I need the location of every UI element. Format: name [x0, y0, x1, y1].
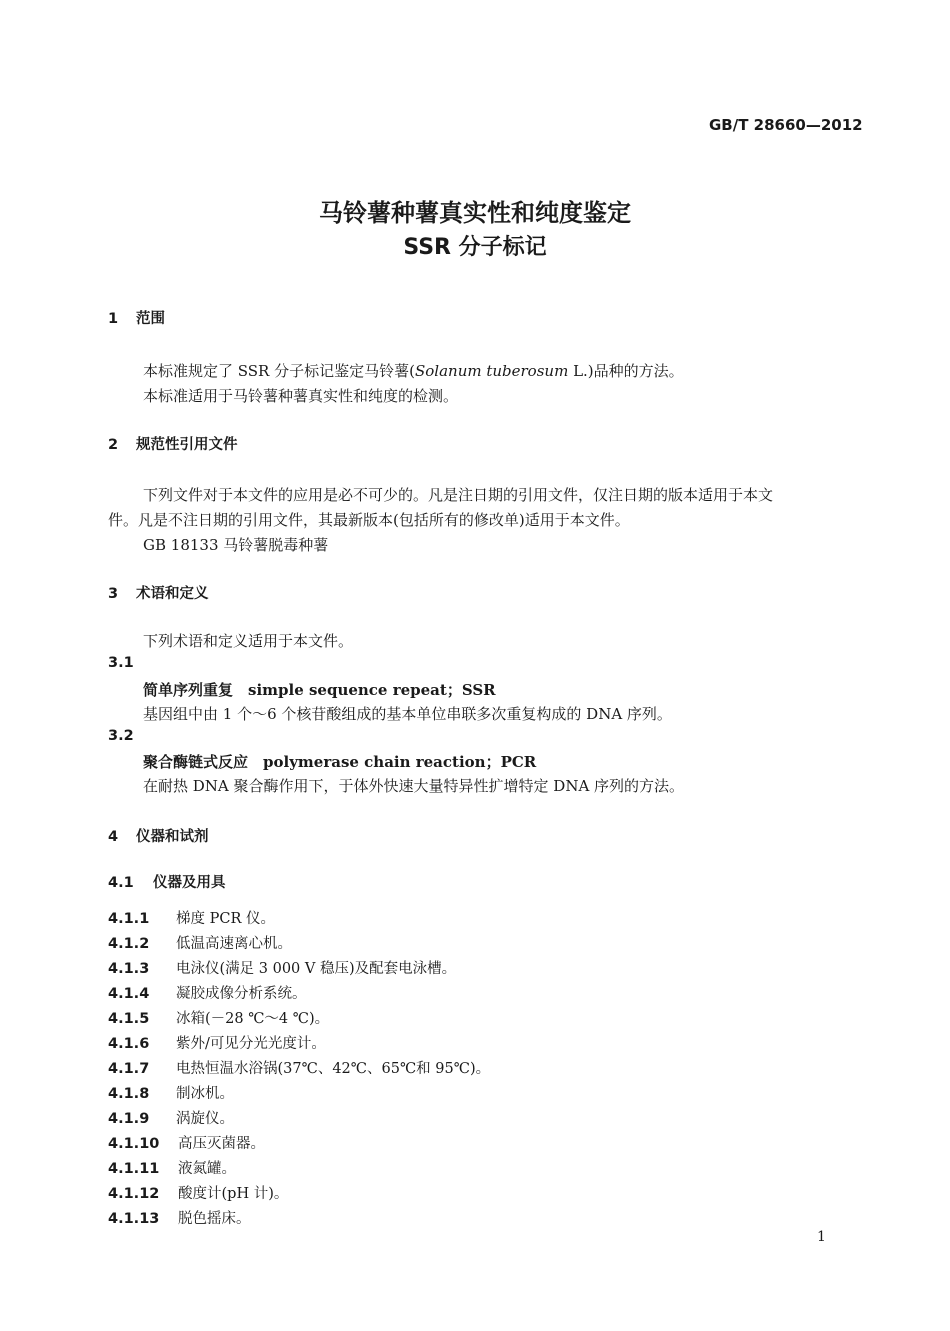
document-subtitle: SSR 分子标记	[403, 235, 547, 260]
list-item: 4.1.12 酸度计(pH 计)。	[108, 1186, 289, 1202]
section-number: 3	[108, 586, 119, 602]
list-item: 4.1.13 脱色摇床。	[108, 1211, 251, 1227]
term-name: 聚合酶链式反应 polymerase chain reaction；PCR	[143, 753, 537, 771]
references-paragraph-line-2: 件。凡是不注日期的引用文件，其最新版本(包括所有的修改单)适用于本文件。	[108, 511, 630, 529]
list-item: 4.1.10 高压灭菌器。	[108, 1136, 265, 1152]
section-number: 4	[108, 829, 119, 845]
term-definition: 基因组中由 1 个～6 个核苷酸组成的基本单位串联多次重复构成的 DNA 序列。	[143, 705, 672, 723]
terms-intro: 下列术语和定义适用于本文件。	[143, 632, 354, 650]
list-item: 4.1.2 低温高速离心机。	[108, 936, 292, 952]
list-item: 4.1.8 制冰机。	[108, 1086, 234, 1102]
section-heading-terms	[108, 582, 209, 603]
scope-paragraph-1: 本标准规定了 SSR 分子标记鉴定马铃薯(Solanum tuberosum L.)品种的方法。	[143, 362, 684, 380]
list-item: 4.1.7 电热恒温水浴锅(37℃、42℃、65℃和 95℃)。	[108, 1061, 491, 1077]
section-title: 术语和定义	[136, 586, 209, 602]
list-item: 4.1.3 电泳仪(满足 3 000 V 稳压)及配套电泳槽。	[108, 961, 457, 977]
subsection-title: 仪器及用具	[153, 875, 226, 891]
referenced-document: GB 18133 马铃薯脱毒种薯	[143, 536, 329, 554]
scope-paragraph-2: 本标准适用于马铃薯种薯真实性和纯度的检测。	[143, 387, 459, 405]
list-item: 4.1.1 梯度 PCR 仪。	[108, 911, 275, 927]
section-heading-scope	[108, 307, 165, 328]
list-item: 4.1.11 液氮罐。	[108, 1161, 236, 1177]
section-title: 仪器和试剂	[136, 829, 209, 845]
list-item: 4.1.5 冰箱(－28 ℃～4 ℃)。	[108, 1011, 330, 1027]
list-item: 4.1.9 涡旋仪。	[108, 1111, 234, 1127]
term-name: 简单序列重复 simple sequence repeat；SSR	[143, 681, 496, 699]
section-title: 规范性引用文件	[136, 437, 238, 453]
section-number: 1	[108, 311, 119, 327]
subsection-number: 4.1	[108, 875, 134, 891]
section-heading-instruments	[108, 825, 209, 846]
section-number: 2	[108, 437, 119, 453]
list-item: 4.1.6 紫外/可见分光光度计。	[108, 1036, 326, 1052]
list-item: 4.1.4 凝胶成像分析系统。	[108, 986, 307, 1002]
term-number: 3.1	[108, 655, 134, 671]
page-number: 1	[817, 1229, 826, 1245]
standard-number: GB/T 28660—2012	[709, 116, 863, 134]
scientific-name: Solanum tuberosum	[414, 362, 569, 380]
section-heading-references	[108, 433, 238, 454]
term-definition: 在耐热 DNA 聚合酶作用下，于体外快速大量特异性扩增特定 DNA 序列的方法。	[143, 777, 685, 795]
term-number: 3.2	[108, 728, 134, 744]
references-paragraph-line-1: 下列文件对于本文件的应用是必不可少的。凡是注日期的引用文件，仅注日期的版本适用于本文	[143, 486, 774, 504]
subsection-heading	[108, 871, 226, 892]
section-title: 范围	[136, 311, 165, 327]
document-title: 马铃薯种薯真实性和纯度鉴定	[319, 199, 631, 227]
